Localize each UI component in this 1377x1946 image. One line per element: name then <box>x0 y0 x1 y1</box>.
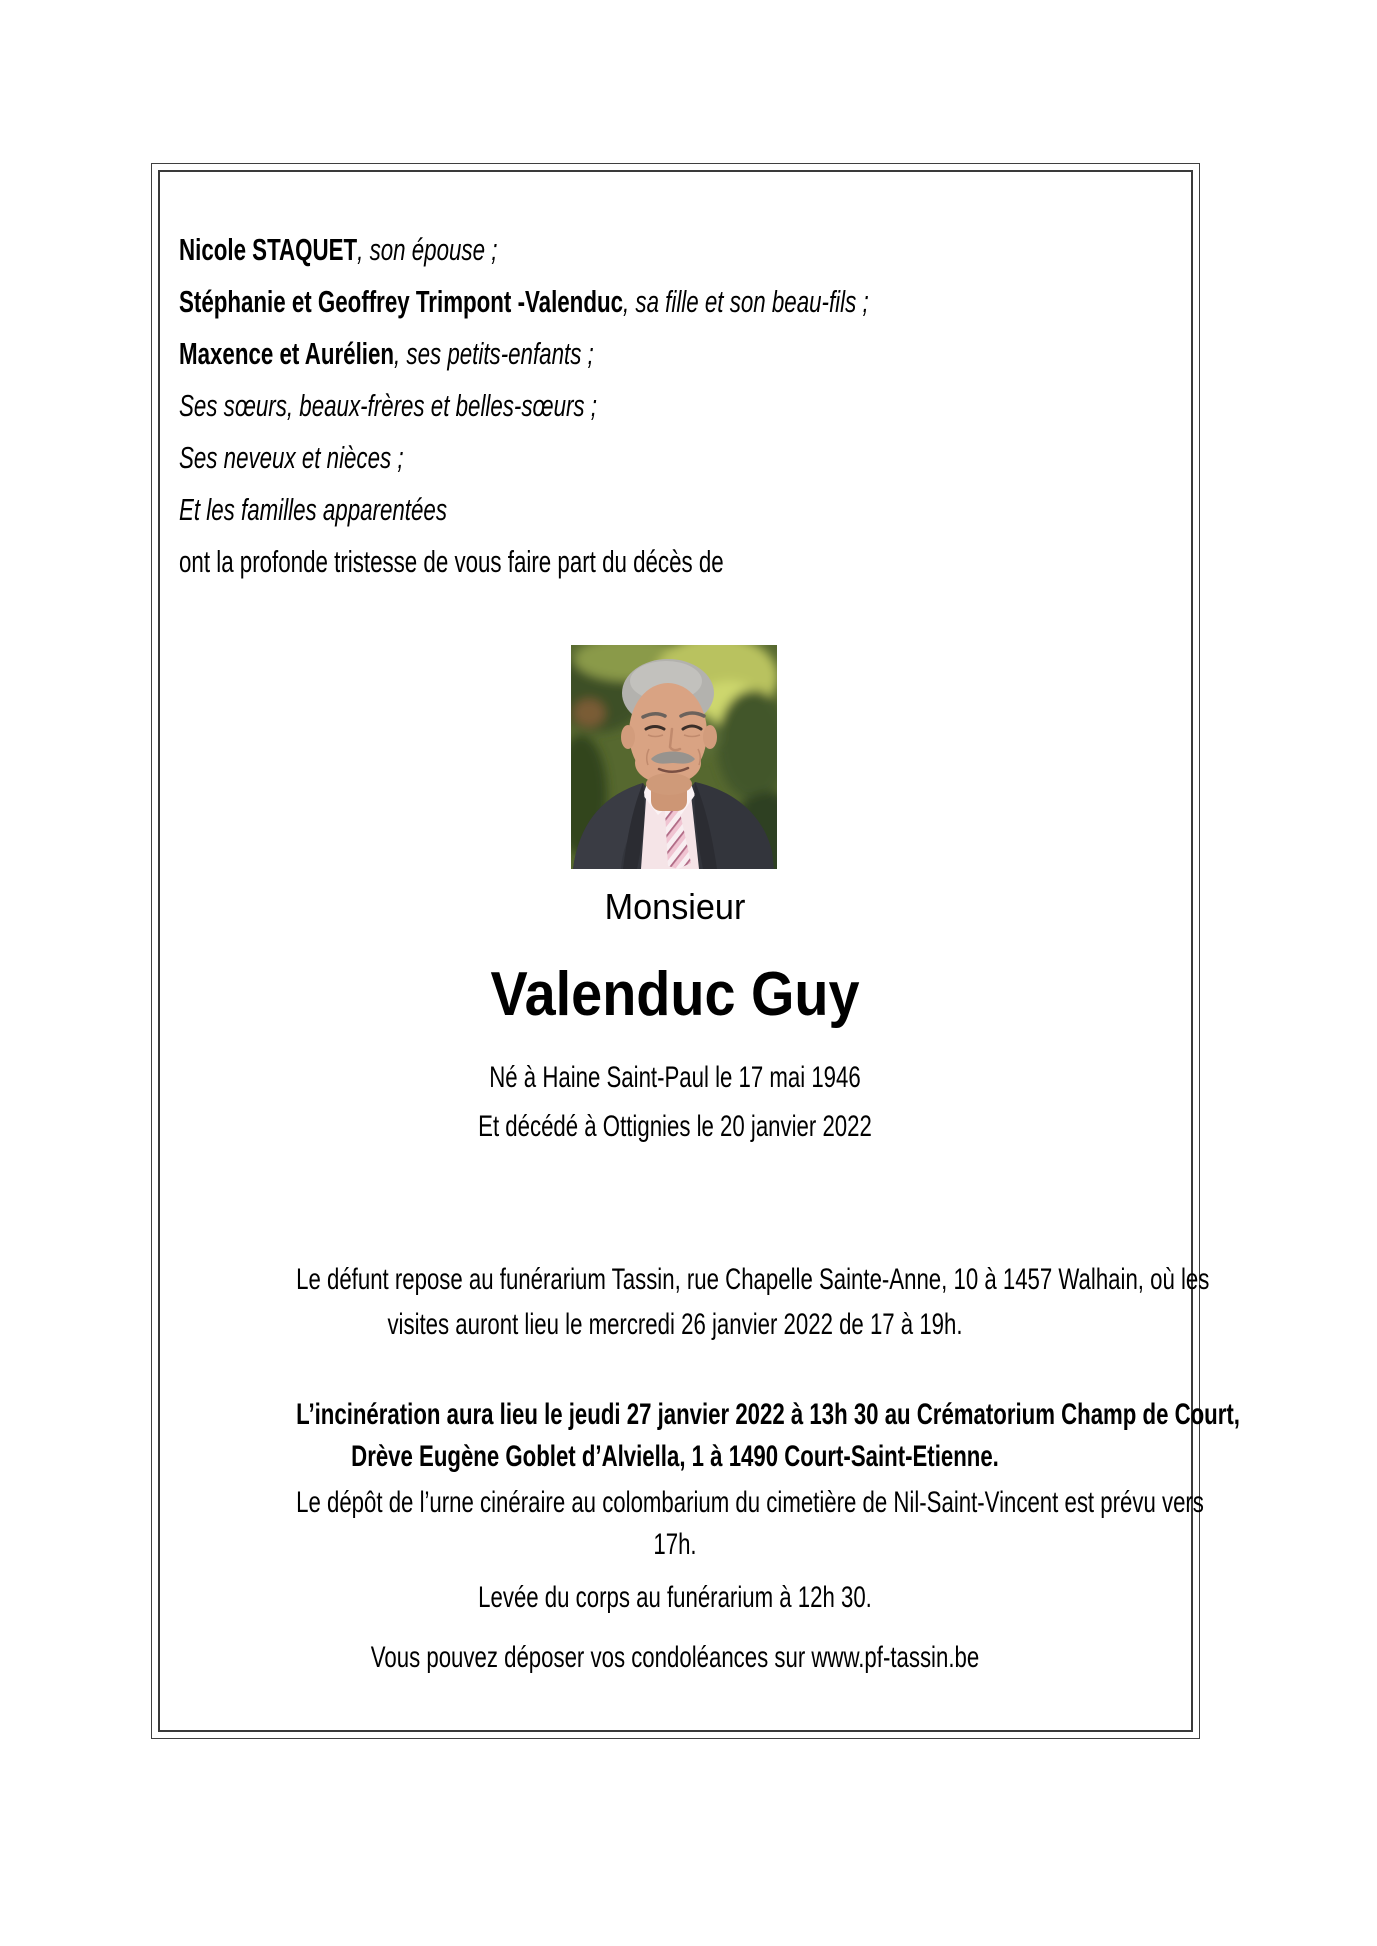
deceased-portrait-photo <box>571 645 777 869</box>
paragraph-levee-line-1: Levée du corps au funérarium à 12h 30. <box>478 1581 872 1614</box>
deceased-name <box>163 958 1187 1032</box>
family-member-role: , son épouse ; <box>357 232 498 267</box>
deceased-name-text: Valenduc Guy <box>490 960 860 1029</box>
family-line-spouse <box>179 224 869 276</box>
paragraph-urne-line-1: Le dépôt de l’urne cinéraire au colombarium du cimetière de Nil-Saint-Vincent est prévu vers <box>296 1486 1204 1519</box>
family-member-role: , ses petits-enfants ; <box>394 336 594 371</box>
family-list <box>179 224 869 588</box>
paragraph-condoleances-line-1: Vous pouvez déposer vos condoléances sur www.pf-tassin.be <box>370 1641 980 1674</box>
paragraph-repose-line-1: Le défunt repose au funérarium Tassin, rue Chapelle Sainte-Anne, 10 à 1457 Walhain, où les <box>296 1263 1210 1296</box>
paragraph-repose <box>163 1257 1210 1347</box>
paragraph-urne <box>163 1482 1204 1566</box>
family-member-role: , sa fille et son beau-fils ; <box>623 284 869 319</box>
birth-line-text: Né à Haine Saint-Paul le 17 mai 1946 <box>489 1061 861 1094</box>
family-line-daughter <box>179 276 869 328</box>
paragraph-urne-line-2: 17h. <box>653 1528 697 1561</box>
announcement-line: ont la profonde tristesse de vous faire part du décès de <box>179 544 724 579</box>
paragraph-condoleances <box>163 1635 1187 1680</box>
paragraph-incineration-line-1: L’incinération aura lieu le jeudi 27 janvier 2022 à 13h 30 au Crématorium Champ de Court, <box>296 1398 1240 1431</box>
family-member-name: Maxence et Aurélien <box>179 336 395 371</box>
paragraph-incineration-line-2: Drève Eugène Goblet d’Alviella, 1 à 1490 Court-Saint-Etienne. <box>351 1440 999 1473</box>
civility-title <box>163 885 1187 929</box>
family-member-name: Nicole STAQUET <box>179 232 358 267</box>
family-member-name: Stéphanie et Geoffrey Trimpont -Valenduc <box>179 284 624 319</box>
paragraph-repose-line-2: visites auront lieu le mercredi 26 janvier 2022 de 17 à 19h. <box>387 1308 963 1341</box>
death-line-text: Et décédé à Ottignies le 20 janvier 2022 <box>478 1110 872 1143</box>
family-line-related-families: Et les familles apparentées <box>179 492 447 527</box>
paragraph-levee-du-corps <box>163 1575 1187 1620</box>
birth-line <box>163 1060 1187 1096</box>
family-line-nephews: Ses neveux et nièces ; <box>179 440 404 475</box>
paragraph-incineration <box>163 1394 1240 1478</box>
portrait-illustration <box>571 645 777 869</box>
family-line-sisters: Ses sœurs, beaux-frères et belles-sœurs ; <box>179 388 598 423</box>
civility-text: Monsieur <box>604 886 746 927</box>
death-line <box>163 1109 1187 1145</box>
family-line-grandchildren <box>179 328 869 380</box>
